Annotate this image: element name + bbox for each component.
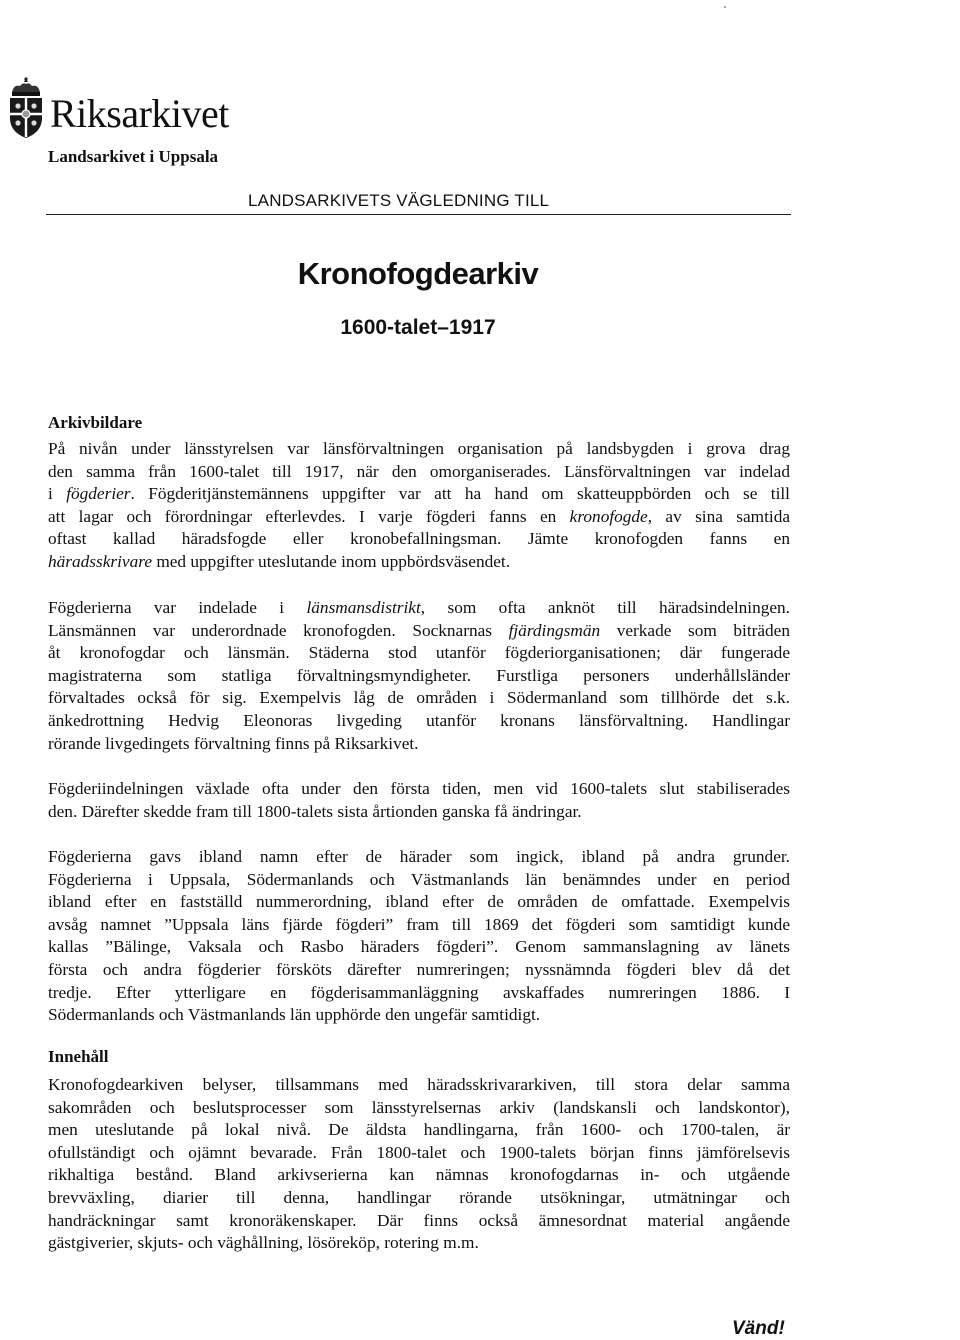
period-subtitle: 1600-talet–1917 <box>340 316 496 339</box>
scan-speck <box>724 6 726 8</box>
section-heading-innehall: Innehåll <box>48 1047 109 1066</box>
brand-name: Riksarkivet <box>50 91 229 136</box>
logo <box>4 76 229 140</box>
header-divider <box>46 214 791 215</box>
paragraph-arkivbildare-4: Fögderierna gavs ibland namn efter de härader som ingick, ibland på andra grunder. Fögderierna i Uppsala, Södermanlands och Västmanlands län benämndes under en period ibland efter en fastställd nummerordning, ibland efter de områden de omfattade. Exempelvis avsåg namnet ”Uppsala läns fjärde fögderi” fram till 1869 det fögderi som samtidigt kunde kallas ”Bälinge, Vaksala och Rasbo häraders fögderi”. Genom sammanslagning av länets första och andra fögderier försköts därefter numreringen; nyssnämnda fögderi blev då det tredje. Efter ytterligare en fögderisammanläggning avskaffades numreringen 1886. I Södermanlands och Västmanlands län upphörde den ungefär samtidigt. <box>48 847 790 1025</box>
royal-crest-icon <box>4 76 48 140</box>
guide-title: LANDSARKIVETS VÄGLEDNING TILL <box>248 191 550 210</box>
section-heading-arkivbildare: Arkivbildare <box>48 413 143 432</box>
turn-page-note: Vänd! <box>732 1318 785 1339</box>
paragraph-innehall: Kronofogdearkiven belyser, tillsammans med häradsskrivararkiven, till stora delar samma sakområden och beslutsprocesser som länsstyrelsernas arkiv (landskansli och landskontor), men uteslutande på lokal nivå. De äldsta handlingarna, från 1600- och 1700-talen, är ofullständigt och ojämnt bevarade. Från 1800-talet och 1900-talets början finns jämförelsevis rikhaltiga bestånd. Bland arkivserierna kan nämnas kronofogdarnas in- och utgående brevväxling, diarier till denna, handlingar rörande utsökningar, utmätningar och handräckningar samt kronoräkenskaper. Där finns också ämnesordnat material angående gästgiverier, skjuts- och väghållning, lösöreköp, rotering m.m. <box>48 1075 790 1253</box>
paragraph-arkivbildare-1: På nivån under länsstyrelsen var länsförvaltningen organisation på landsbygden i grova drag den samma från 1600-talet till 1917, när den omorganiserades. Länsförvaltningen var indelad i fögderier. Fögderitjänstemännens uppgifter var att ha hand om skatteuppbörden och se till att lagar och förordningar efterlevdes. I varje fögderi fanns en kronofogde, av sina samtida oftast kallad häradsfogde eller kronobefallningsman. Jämte kronofogden fanns en häradsskrivare med uppgifter uteslutande inom uppbördsväsendet. <box>48 439 791 571</box>
paragraph-arkivbildare-2: Fögderierna var indelade i länsmansdistrikt, som ofta anknöt till häradsindelningen. Länsmännen var underordnade kronofogden. Socknarnas fjärdingsmän verkade som biträden åt kronofogdar och länsmän. Städerna stod utanför fögderiorganisationen; där fungerade magistraterna som statliga förvaltningsmyndigheter. Furstliga personers underhållsländer förvaltades också för sig. Exempelvis låg de områden i Södermanland som tillhörde det s.k. änkedrottning Hedvig Eleonoras livgeding utanför kronans länsförvaltning. Handlingar rörande livgedingets förvaltning finns på Riksarkivet. <box>48 598 790 753</box>
institution-name: Landsarkivet i Uppsala <box>48 147 219 166</box>
page-title: Kronofogdearkiv <box>297 256 539 291</box>
paragraph-arkivbildare-3: Fögderiindelningen växlade ofta under den första tiden, men vid 1600-talets slut stabiliserades den. Därefter skedde fram till 1800-talets sista årtionden ganska få ändringar. <box>48 779 790 821</box>
